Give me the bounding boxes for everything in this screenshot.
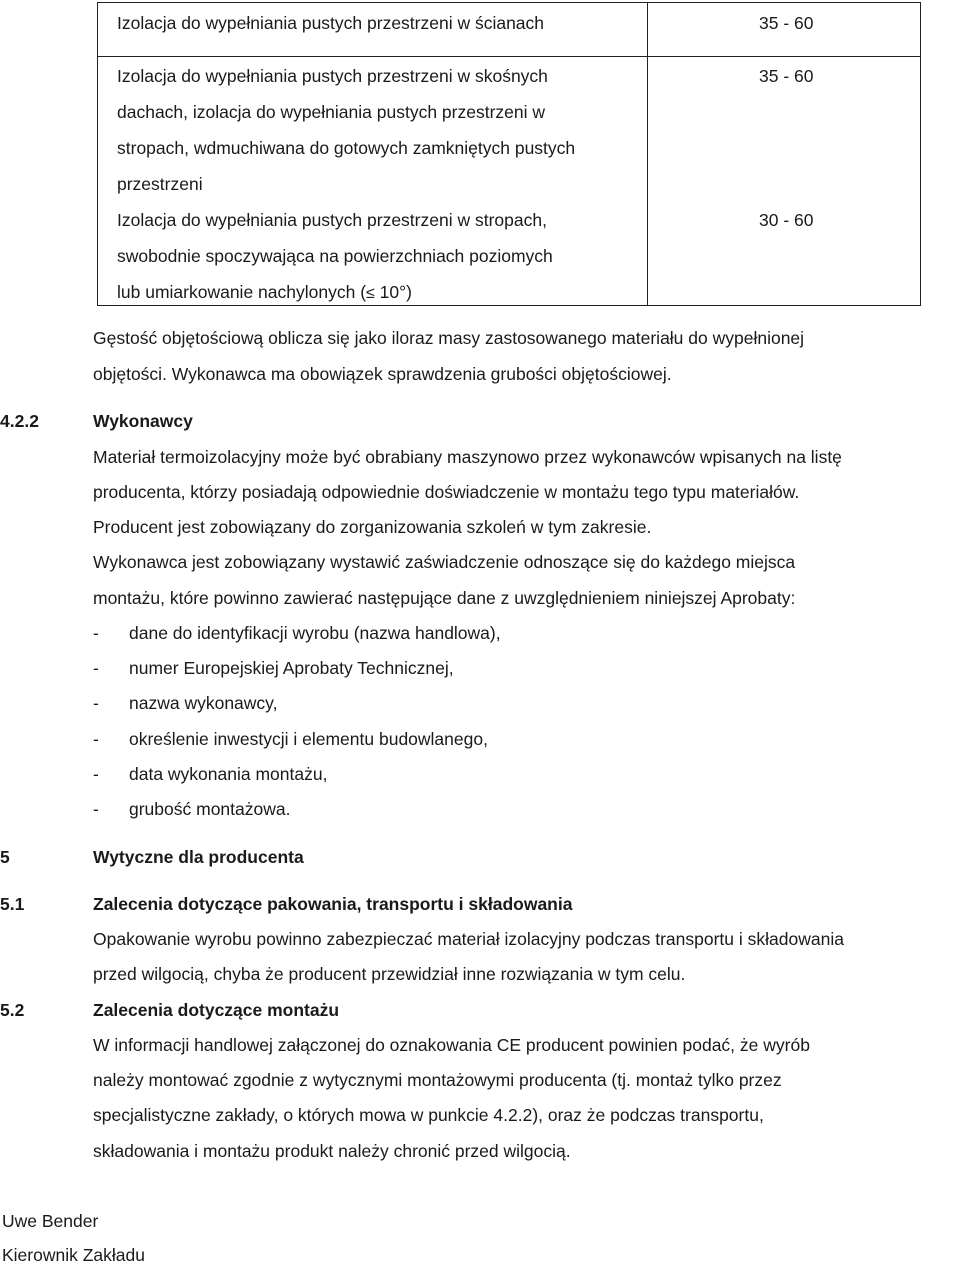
table-row-divider <box>98 56 920 57</box>
table-row-2-line-1: Izolacja do wypełniania pustych przestrzeni w skośnych <box>117 66 548 86</box>
section-5-title: Wytyczne dla producenta <box>93 847 304 867</box>
table-row-2-line-4: przestrzeni <box>117 174 203 194</box>
section-5-1-line-2: przed wilgocią, chyba że producent przewidział inne rozwiązania w tym celu. <box>93 964 686 984</box>
section-4-2-2-line-4: Wykonawca jest zobowiązany wystawić zaświadczenie odnoszące się do każdego miejsca <box>93 552 796 572</box>
table-row-3-line-3-prefix: lub umiarkowanie nachylonych ( <box>117 282 367 302</box>
list-item: dane do identyfikacji wyrobu (nazwa handlowa), <box>129 623 501 643</box>
section-4-2-2-number: 4.2.2 <box>0 411 39 431</box>
section-5-2-line-2: należy montować zgodnie z wytycznymi montażowymi producenta (tj. montaż tylko przez <box>93 1070 782 1090</box>
table-row-3-value: 30 - 60 <box>759 210 814 230</box>
table-row-3-line-1: Izolacja do wypełniania pustych przestrzeni w stropach, <box>117 210 547 230</box>
bullet-marker: - <box>93 799 99 819</box>
bullet-marker: - <box>93 623 99 643</box>
section-5-1-number: 5.1 <box>0 894 25 914</box>
density-note-line-2: objętości. Wykonawca ma obowiązek sprawdzenia grubości objętościowej. <box>93 364 672 384</box>
table-row-1-text: Izolacja do wypełniania pustych przestrzeni w ścianach <box>117 13 545 33</box>
table-row-2-value: 35 - 60 <box>759 66 814 86</box>
list-item: grubość montażowa. <box>129 799 291 819</box>
table-row-2-line-2: dachach, izolacja do wypełniania pustych przestrzeni w <box>117 102 546 122</box>
table-row-1-value: 35 - 60 <box>759 13 814 33</box>
bullet-marker: - <box>93 729 99 749</box>
section-5-1-title: Zalecenia dotyczące pakowania, transportu i składowania <box>93 894 573 914</box>
section-5-2-line-4: składowania i montażu produkt należy chronić przed wilgocią. <box>93 1141 571 1161</box>
section-4-2-2-line-2: producenta, którzy posiadają odpowiednie doświadczenie w montażu tego typu materiałów. <box>93 482 800 502</box>
section-5-2-line-1: W informacji handlowej załączonej do oznakowania CE producent powinien podać, że wyrób <box>93 1035 810 1055</box>
signature-name: Uwe Bender <box>2 1211 99 1231</box>
section-5-1-line-1: Opakowanie wyrobu powinno zabezpieczać materiał izolacyjny podczas transportu i składowania <box>93 929 844 949</box>
section-4-2-2-line-1: Materiał termoizolacyjny może być obrabiany maszynowo przez wykonawców wpisanych na listę <box>93 447 842 467</box>
table-column-divider <box>647 3 648 305</box>
section-5-2-line-3: specjalistyczne zakłady, o których mowa w punkcie 4.2.2), oraz że podczas transportu, <box>93 1105 764 1125</box>
section-4-2-2-title: Wykonawcy <box>93 411 193 431</box>
section-5-number: 5 <box>0 847 10 867</box>
list-item: nazwa wykonawcy, <box>129 693 278 713</box>
material-density-table <box>97 2 921 306</box>
list-item: numer Europejskiej Aprobaty Technicznej, <box>129 658 454 678</box>
list-item: data wykonania montażu, <box>129 764 328 784</box>
list-item: określenie inwestycji i elementu budowlanego, <box>129 729 488 749</box>
table-row-3-line-2: swobodnie spoczywająca na powierzchniach poziomych <box>117 246 553 266</box>
section-4-2-2-line-5: montażu, które powinno zawierać następujące dane z uwzględnieniem niniejszej Aprobaty: <box>93 588 796 608</box>
bullet-marker: - <box>93 693 99 713</box>
section-5-2-number: 5.2 <box>0 1000 25 1020</box>
table-row-2-line-3: stropach, wdmuchiwana do gotowych zamkniętych pustych <box>117 138 576 158</box>
density-note-line-1: Gęstość objętościową oblicza się jako iloraz masy zastosowanego materiału do wypełnionej <box>93 328 805 348</box>
table-row-3-line-3 <box>117 274 412 312</box>
section-5-2-title: Zalecenia dotyczące montażu <box>93 1000 340 1020</box>
less-equal-symbol: ≤ <box>366 285 375 302</box>
section-4-2-2-line-3: Producent jest zobowiązany do zorganizowania szkoleń w tym zakresie. <box>93 517 652 537</box>
bullet-marker: - <box>93 764 99 784</box>
signature-role: Kierownik Zakładu <box>2 1245 145 1265</box>
bullet-marker: - <box>93 658 99 678</box>
table-row-3-line-3-suffix: 10°) <box>374 282 412 302</box>
